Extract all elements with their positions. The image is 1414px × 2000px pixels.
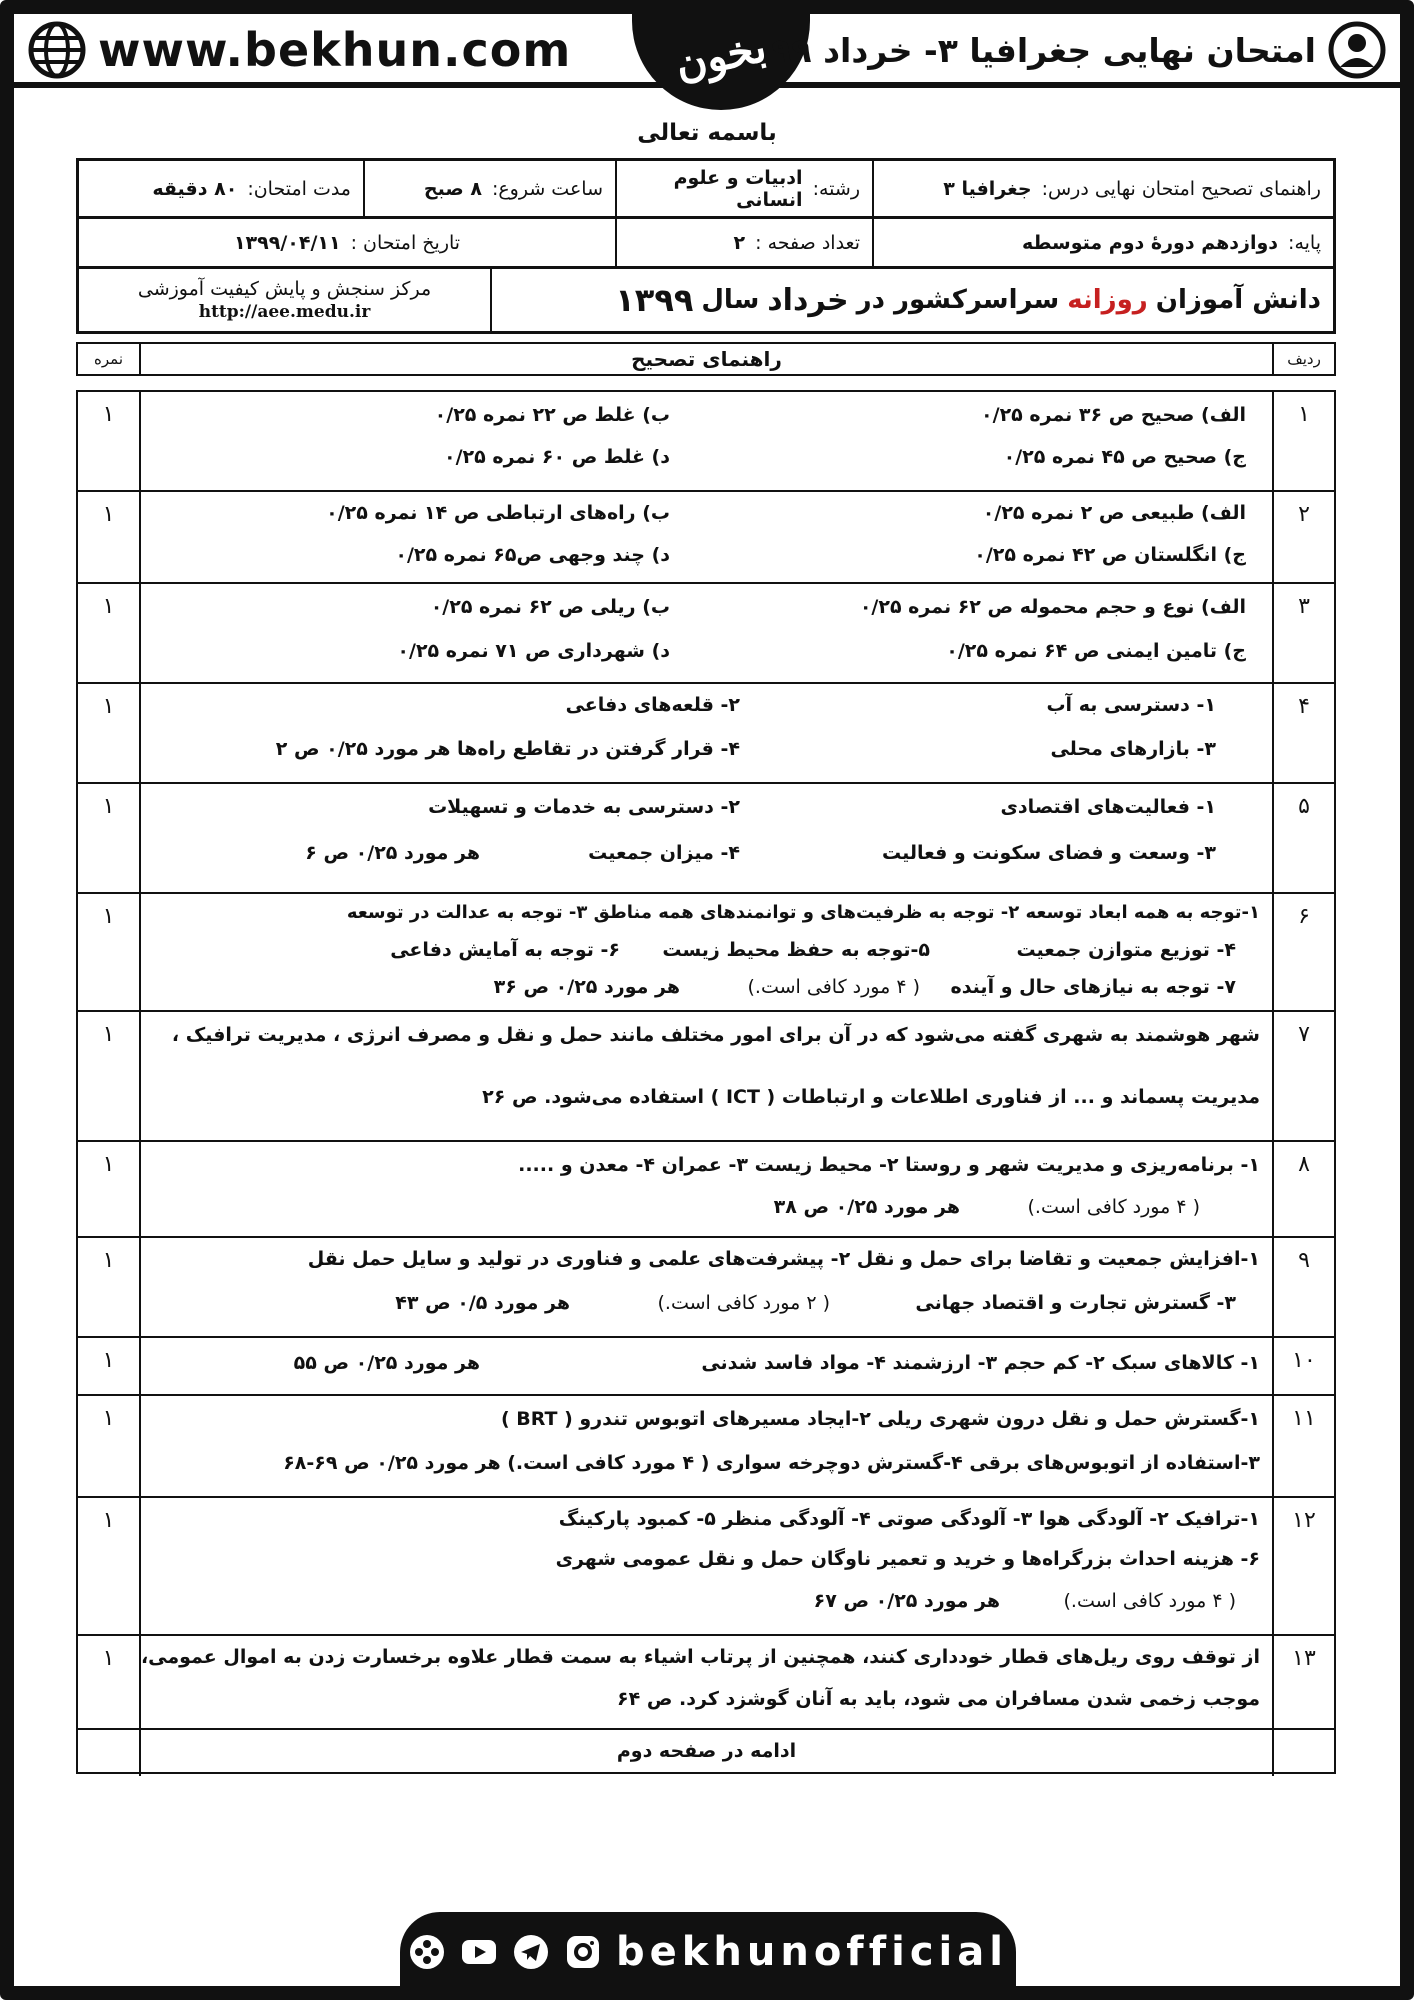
row-content — [153, 1012, 1260, 1140]
course-cell — [872, 161, 1333, 216]
row-score: ۱ — [78, 894, 141, 1010]
globe-icon — [28, 21, 86, 79]
row-number: ۱ — [1272, 392, 1334, 490]
table-row — [78, 1238, 1334, 1338]
answer-line: ب) ریلی ص ۶۲ نمره ۰/۲۵ — [430, 596, 670, 618]
row-number: ۱۲ — [1272, 1498, 1334, 1634]
row-number: ۸ — [1272, 1142, 1334, 1236]
students-text: دانش آموزان — [1155, 285, 1321, 315]
telegram-icon[interactable] — [512, 1933, 550, 1971]
site-url[interactable]: www.bekhun.com — [98, 23, 572, 77]
row-score: ۱ — [78, 1012, 141, 1140]
answers-table — [76, 390, 1336, 1774]
footer-handle[interactable]: bekhunofficial — [616, 1929, 1008, 1975]
row-content — [153, 894, 1260, 1010]
course-value: جغرافیا ۳ — [943, 177, 1032, 200]
start-cell — [363, 161, 615, 216]
table-row — [78, 1396, 1334, 1498]
answer-line: هر مورد ۰/۲۵ ص ۶۷ — [813, 1590, 1000, 1612]
students-year: ۱۳۹۹ — [615, 281, 694, 319]
row-number: ۵ — [1272, 784, 1334, 892]
field-label: رشته: — [812, 177, 860, 200]
row-content — [153, 584, 1260, 682]
answer-line: ۳- گسترش تجارت و اقتصاد جهانی — [915, 1292, 1236, 1314]
basmala: باسمه تعالی — [637, 120, 777, 146]
table-header — [76, 342, 1336, 376]
answer-line: ۵-توجه به حفظ محیط زیست — [662, 939, 930, 961]
answer-line: هر مورد ۰/۵ ص ۴۳ — [395, 1292, 570, 1314]
row-number: ۲ — [1272, 492, 1334, 582]
answer-line: ۴- توزیع متوازن جمعیت — [1016, 939, 1236, 961]
date-cell — [79, 219, 615, 266]
answer-line: ۲- قلعه‌های دفاعی — [565, 694, 740, 716]
reel-icon[interactable] — [408, 1933, 446, 1971]
row-content — [153, 1396, 1260, 1496]
row-content — [153, 784, 1260, 892]
grade-label: پایه: — [1288, 231, 1321, 254]
answer-line: ( ۴ مورد کافی است.) — [1027, 1196, 1200, 1218]
answer-line: ۳- وسعت و فضای سکونت و فعالیت — [881, 842, 1216, 864]
center-cell — [79, 269, 490, 331]
table-row — [78, 1142, 1334, 1238]
answer-line: ۱- دسترسی به آب — [1046, 694, 1216, 716]
row-content — [153, 1338, 1260, 1394]
answer-line: ۱-گسترش حمل و نقل درون شهری ریلی ۲-ایجاد مسیرهای اتوبوس تندرو ( BRT ) — [500, 1408, 1260, 1430]
row-number: ۱۰ — [1272, 1338, 1334, 1394]
row-score: ۱ — [78, 1142, 141, 1236]
students-text-3: سال — [701, 285, 760, 315]
table-row — [78, 1338, 1334, 1396]
table-row — [78, 392, 1334, 492]
social-footer — [400, 1912, 1016, 1992]
answer-line: موجب زخمی شدن مسافران می شود، باید به آنان گوشزد کرد. ص ۶۴ — [617, 1688, 1260, 1710]
pages-label: تعداد صفحه : — [755, 231, 860, 254]
answer-line: ۳-استفاده از اتوبوس‌های برقی ۴-گسترش دوچرخه سواری ( ۴ مورد کافی است.) هر مورد ۰/۲۵ ص ۶۹-۶۸ — [283, 1452, 1260, 1474]
top-header — [14, 14, 1400, 88]
row-score: ۱ — [78, 492, 141, 582]
row-number: ۶ — [1272, 894, 1334, 1010]
row-number: ۷ — [1272, 1012, 1334, 1140]
table-row — [78, 492, 1334, 584]
row-score — [78, 1730, 141, 1776]
answer-line: ب) غلط ص ۲۲ نمره ۰/۲۵ — [434, 404, 670, 426]
youtube-icon[interactable] — [460, 1933, 498, 1971]
answer-line: ۴- میزان جمعیت — [588, 842, 740, 864]
exam-info-box — [76, 158, 1336, 334]
table-row — [78, 584, 1334, 684]
students-daily: روزانه — [1067, 285, 1148, 315]
row-score: ۱ — [78, 784, 141, 892]
header-guide-label: راهنمای تصحیح — [631, 347, 782, 371]
field-value: ادبیات و علوم انسانی — [673, 166, 803, 211]
students-month: خرداد — [767, 282, 849, 318]
table-row — [78, 684, 1334, 784]
answer-line: ج) انگلستان ص ۴۲ نمره ۰/۲۵ — [974, 544, 1246, 566]
answer-line: هر مورد ۰/۲۵ ص ۳۸ — [773, 1196, 960, 1218]
answer-line: ۱-توجه به همه ابعاد توسعه ۲- توجه به ظرفیت‌های و توانمندهای همه مناطق ۳- توجه به عدالت در توسعه — [346, 902, 1260, 923]
row-number: ۱۳ — [1272, 1636, 1334, 1728]
duration-value: ۸۰ دقیقه — [152, 177, 238, 200]
row-content — [153, 1730, 1260, 1776]
row-number: ۱۱ — [1272, 1396, 1334, 1496]
answer-line: د) چند وجهی ص۶۵ نمره ۰/۲۵ — [395, 544, 670, 566]
answer-line: ۱-ترافیک ۲- آلودگی هوا ۳- آلودگی صوتی ۴- آلودگی منظر ۵- کمبود پارکینگ — [558, 1508, 1260, 1530]
start-value: ۸ صبح — [423, 177, 482, 200]
center-url[interactable]: http://aee.medu.ir — [198, 302, 371, 322]
start-label: ساعت شروع: — [491, 177, 603, 200]
instagram-icon[interactable] — [564, 1933, 602, 1971]
answer-line: هر مورد ۰/۲۵ ص ۶ — [305, 842, 480, 864]
header-row-label: ردیف — [1272, 344, 1334, 374]
table-row — [78, 1636, 1334, 1730]
answer-line: ( ۲ مورد کافی است.) — [657, 1292, 830, 1314]
user-icon — [1328, 21, 1386, 79]
info-row-3 — [79, 269, 1333, 331]
site-link[interactable] — [28, 22, 571, 78]
pages-cell — [615, 219, 872, 266]
answer-line: ب) راه‌های ارتباطی ص ۱۴ نمره ۰/۲۵ — [326, 502, 670, 524]
continue-note: ادامه در صفحه دوم — [616, 1740, 797, 1762]
info-row-2 — [79, 219, 1333, 269]
row-content — [140, 1636, 1260, 1728]
answer-line: هر مورد ۰/۲۵ ص ۵۵ — [293, 1352, 480, 1374]
answer-line: ۴- قرار گرفتن در تقاطع راه‌ها هر مورد ۰/۲۵ ص ۲ — [275, 738, 740, 760]
course-label: راهنمای تصحیح امتحان نهایی درس: — [1041, 177, 1321, 200]
date-value: ۱۳۹۹/۰۴/۱۱ — [233, 231, 341, 254]
row-content — [153, 684, 1260, 782]
grade-value: دوازدهم دورهٔ دوم متوسطه — [1022, 231, 1279, 254]
answer-line: ۱- کالاهای سبک ۲- کم حجم ۳- ارزشمند ۴- مواد فاسد شدنی — [701, 1352, 1260, 1374]
duration-label: مدت امتحان: — [247, 177, 351, 200]
logo-text: بخون — [671, 21, 771, 89]
answer-line: ۱- فعالیت‌های اقتصادی — [1000, 796, 1216, 818]
answer-line: هر مورد ۰/۲۵ ص ۳۶ — [493, 976, 680, 998]
table-row — [78, 1498, 1334, 1636]
field-cell — [615, 161, 872, 216]
grade-cell — [872, 219, 1333, 266]
answer-line: الف) طبیعی ص ۲ نمره ۰/۲۵ — [982, 502, 1246, 524]
duration-cell — [79, 161, 363, 216]
table-row — [78, 1012, 1334, 1142]
answer-line: مدیریت پسماند و ... از فناوری اطلاعات و ارتباطات ( ICT ) استفاده می‌شود. ص ۲۶ — [482, 1086, 1260, 1108]
answer-line: الف) نوع و حجم محموله ص ۶۲ نمره ۰/۲۵ — [859, 596, 1246, 618]
row-score: ۱ — [78, 1238, 141, 1336]
answer-line: ۳- بازارهای محلی — [1050, 738, 1216, 760]
answer-line: ۱-افزایش جمعیت و تقاضا برای حمل و نقل ۲- پیشرفت‌های علمی و فناوری در تولید و سایل حمل نقل — [307, 1248, 1260, 1270]
answer-line: د) شهرداری ص ۷۱ نمره ۰/۲۵ — [397, 640, 670, 662]
row-score: ۱ — [78, 392, 141, 490]
answer-line: از توقف روی ریل‌های قطار خودداری کنند، همچنین از پرتاب اشیاء به سمت قطار علاوه برخسارت زدن به اموال عمومی، — [140, 1646, 1260, 1668]
row-score: ۱ — [78, 1636, 141, 1728]
center-name: مرکز سنجش و پایش کیفیت آموزشی — [137, 278, 432, 300]
row-content — [153, 1142, 1260, 1236]
answer-line: ( ۴ مورد کافی است.) — [747, 976, 920, 998]
row-content — [153, 392, 1260, 490]
answer-line: ( ۴ مورد کافی است.) — [1063, 1590, 1236, 1612]
answer-line: د) غلط ص ۶۰ نمره ۰/۲۵ — [444, 446, 670, 468]
answer-line: شهر هوشمند به شهری گفته می‌شود که در آن برای امور مختلف مانند حمل و نقل و مصرف انرژی ، مدیریت ترافیک ، — [171, 1024, 1260, 1046]
exam-title-text: امتحان نهایی جغرافیا ۳- خرداد ۹۹ — [771, 30, 1316, 70]
row-score: ۱ — [78, 1396, 141, 1496]
row-content — [153, 1498, 1260, 1634]
info-row-1 — [79, 161, 1333, 219]
row-score: ۱ — [78, 584, 141, 682]
row-score: ۱ — [78, 1338, 141, 1394]
answer-line: ۱- برنامه‌ریزی و مدیریت شهر و روستا ۲- محیط زیست ۳- عمران ۴- معدن و ..... — [518, 1154, 1260, 1176]
answer-line: ۲- دسترسی به خدمات و تسهیلات — [428, 796, 740, 818]
pages-value: ۲ — [733, 231, 746, 254]
row-score: ۱ — [78, 1498, 141, 1634]
exam-title — [771, 22, 1386, 78]
answer-line: ۷- توجه به نیازهای حال و آینده — [950, 976, 1236, 998]
row-number: ۳ — [1272, 584, 1334, 682]
date-label: تاریخ امتحان : — [350, 231, 461, 254]
answer-line: ۶- هزینه احداث بزرگراه‌ها و خرید و تعمیر ناوگان حمل و نقل عمومی شهری — [555, 1548, 1260, 1570]
row-score: ۱ — [78, 684, 141, 782]
students-cell — [490, 269, 1333, 331]
answer-line: ج) تامین ایمنی ص ۶۴ نمره ۰/۲۵ — [946, 640, 1246, 662]
answer-line: ۶- توجه به آمایش دفاعی — [390, 939, 620, 961]
students-text-2: سراسرکشور در — [856, 285, 1060, 315]
answer-line: الف) صحیح ص ۳۶ نمره ۰/۲۵ — [981, 404, 1246, 426]
table-row — [78, 784, 1334, 894]
table-row — [78, 1730, 1334, 1776]
row-number: ۹ — [1272, 1238, 1334, 1336]
row-content — [153, 492, 1260, 582]
row-content — [153, 1238, 1260, 1336]
row-number — [1272, 1730, 1334, 1776]
row-number: ۴ — [1272, 684, 1334, 782]
header-score-label: نمره — [78, 344, 141, 374]
answer-line: ج) صحیح ص ۴۵ نمره ۰/۲۵ — [1003, 446, 1246, 468]
table-row — [78, 894, 1334, 1012]
